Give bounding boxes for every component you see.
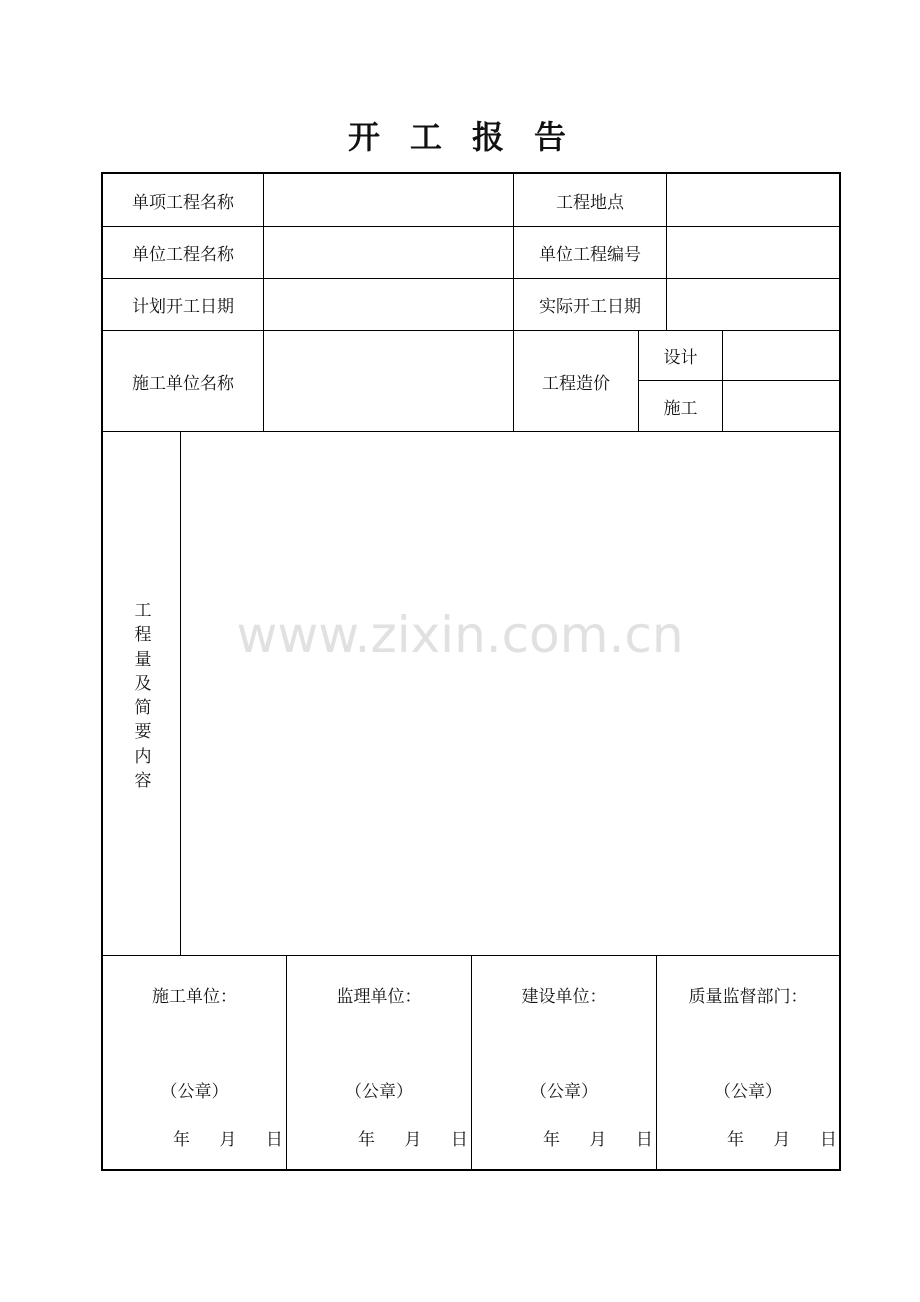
label-contractor-name: 施工单位名称	[132, 373, 234, 394]
unit-project-name-field[interactable]	[264, 227, 513, 278]
design-cost-field[interactable]	[723, 331, 839, 380]
label-char: 容	[134, 771, 152, 792]
label-project-location: 工程地点	[556, 192, 624, 213]
title-char: 告	[534, 118, 573, 156]
date-month: 月	[219, 1130, 237, 1150]
seal-label: （公章）	[160, 1082, 229, 1102]
date-day: 日	[635, 1130, 653, 1150]
watermark: www.zixin.com.cn	[236, 606, 684, 664]
date-month: 月	[404, 1130, 422, 1150]
label-project-cost: 工程造价	[542, 373, 610, 394]
signature-unit-label: 建设单位：	[521, 987, 607, 1007]
label-char: 简	[134, 698, 152, 719]
label-project-item-name: 单项工程名称	[132, 192, 234, 213]
contractor-name-field[interactable]	[264, 331, 513, 431]
label-char: 量	[134, 649, 152, 670]
title-char: 工	[409, 118, 448, 156]
seal-label: （公章）	[345, 1082, 413, 1102]
construction-cost-field[interactable]	[723, 381, 839, 431]
date-year: 年	[727, 1130, 744, 1150]
label-char: 程	[134, 625, 152, 646]
signature-unit-label: 监理单位：	[336, 987, 422, 1007]
date-day: 日	[819, 1130, 837, 1150]
signature-date	[358, 1125, 468, 1150]
date-year: 年	[543, 1130, 560, 1150]
label-unit-project-name: 单位工程名称	[132, 245, 234, 265]
work-scope-field[interactable]	[181, 432, 839, 955]
page-title	[0, 112, 920, 158]
date-day: 日	[450, 1130, 468, 1150]
label-char: 工	[134, 601, 152, 621]
project-item-name-field[interactable]	[264, 174, 513, 226]
unit-project-number-field[interactable]	[667, 227, 839, 278]
label-char: 要	[134, 722, 152, 743]
signature-unit-label: 质量监督部门：	[688, 987, 808, 1007]
date-month: 月	[589, 1130, 607, 1150]
date-day: 日	[265, 1130, 283, 1150]
label-char: 及	[134, 673, 152, 694]
label-work-scope	[105, 599, 181, 793]
title-char: 开	[347, 118, 386, 156]
label-unit-project-number: 单位工程编号	[539, 245, 641, 265]
signature-date	[543, 1125, 653, 1150]
planned-start-date-field[interactable]	[264, 279, 513, 330]
signature-unit-label: 施工单位：	[152, 987, 237, 1007]
date-year: 年	[173, 1130, 190, 1150]
date-year: 年	[358, 1130, 375, 1150]
signature-date	[173, 1125, 283, 1150]
seal-label: （公章）	[530, 1082, 598, 1102]
actual-start-date-field[interactable]	[667, 279, 839, 330]
project-location-field[interactable]	[667, 174, 839, 226]
label-actual-start-date: 实际开工日期	[539, 297, 641, 317]
signature-date	[727, 1125, 837, 1150]
start-report-form	[101, 172, 841, 1171]
label-construction-cost: 施工	[663, 398, 698, 419]
label-design-cost: 设计	[663, 348, 698, 368]
label-planned-start-date: 计划开工日期	[132, 297, 234, 317]
seal-label: （公章）	[714, 1082, 782, 1102]
date-month: 月	[773, 1130, 791, 1150]
label-char: 内	[134, 746, 152, 767]
title-char: 报	[472, 118, 511, 156]
